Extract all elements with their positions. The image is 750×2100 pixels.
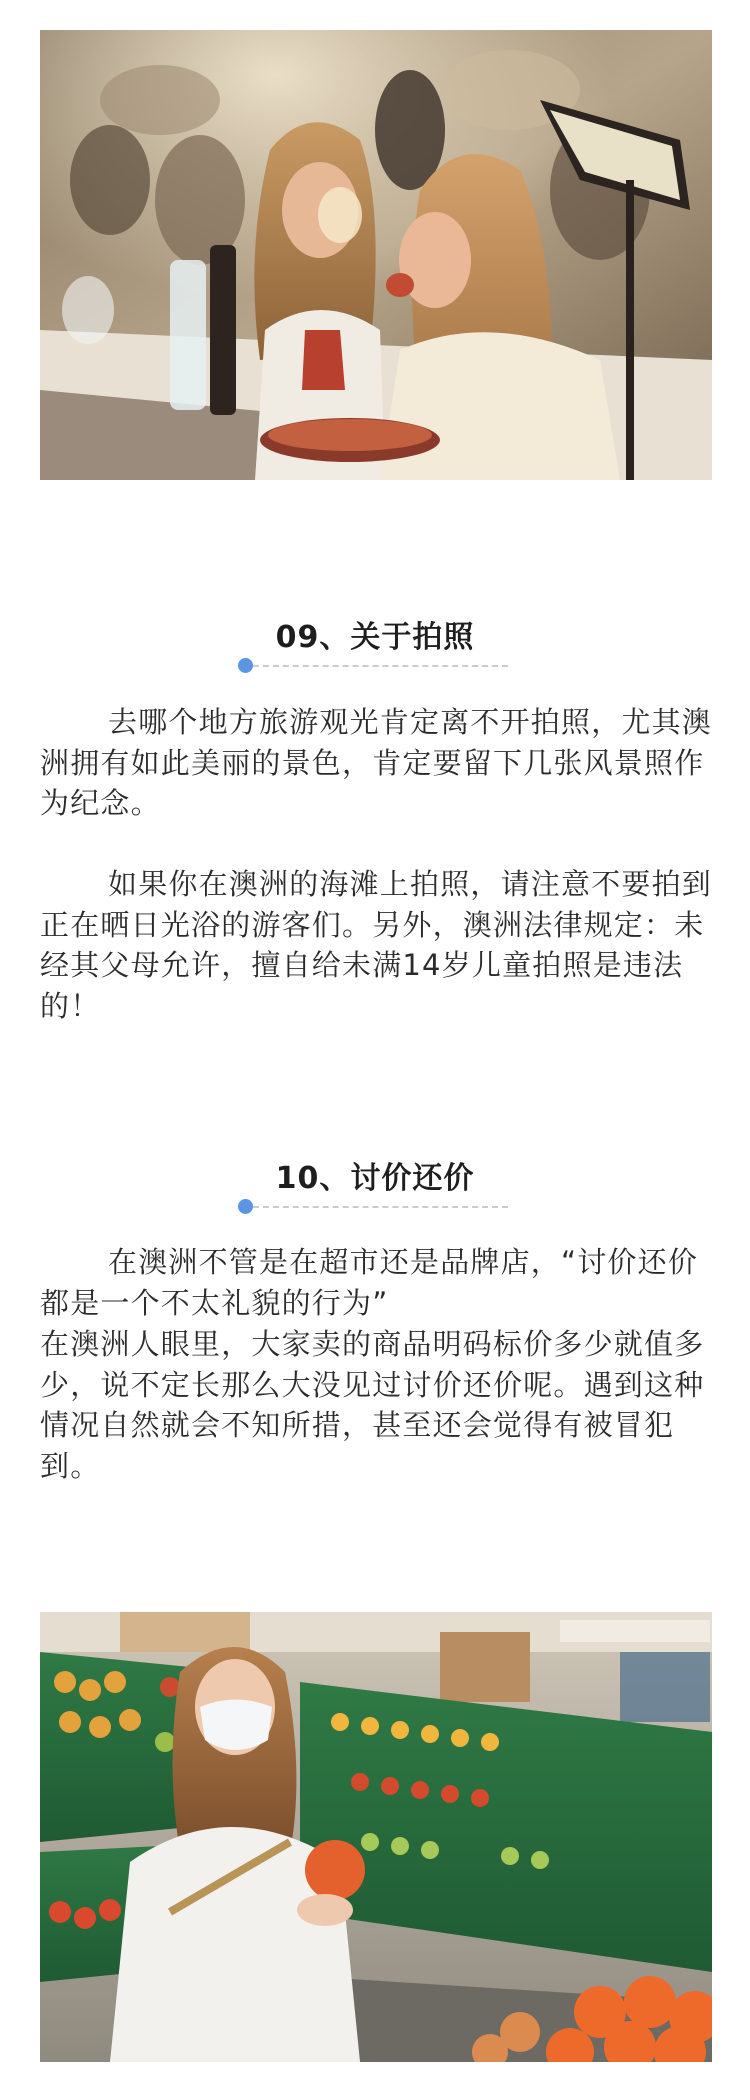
bullet-dot-icon — [238, 658, 253, 673]
supermarket-photo — [40, 1612, 712, 2062]
dashed-line — [253, 1206, 508, 1208]
restaurant-photo — [40, 30, 712, 480]
paragraph: 在澳洲人眼里，大家卖的商品明码标价多少就值多少，说不定长那么大没见过讨价还价呢。遇到这种情况自然就会不知所措，甚至还会觉得有被冒犯到。 — [40, 1327, 705, 1483]
heading-divider — [238, 658, 508, 674]
paragraph: 在澳洲不管是在超市还是品牌店，“讨价还价都是一个不太礼貌的行为” — [40, 1245, 699, 1320]
bullet-dot-icon — [238, 1199, 253, 1214]
paragraph: 去哪个地方旅游观光肯定离不开拍照，尤其澳洲拥有如此美丽的景色，肯定要留下几张风景照作为纪念。 — [40, 705, 713, 820]
dashed-line — [253, 665, 508, 667]
section-heading-bargaining: 10、讨价还价 — [275, 1161, 475, 1196]
heading-divider — [238, 1199, 508, 1215]
paragraph: 如果你在澳洲的海滩上拍照，请注意不要拍到正在晒日光浴的游客们。另外，澳洲法律规定：未经其父母允许，擅自给未满14岁儿童拍照是违法的！ — [40, 867, 713, 1023]
section-heading-photography: 09、关于拍照 — [275, 620, 475, 655]
